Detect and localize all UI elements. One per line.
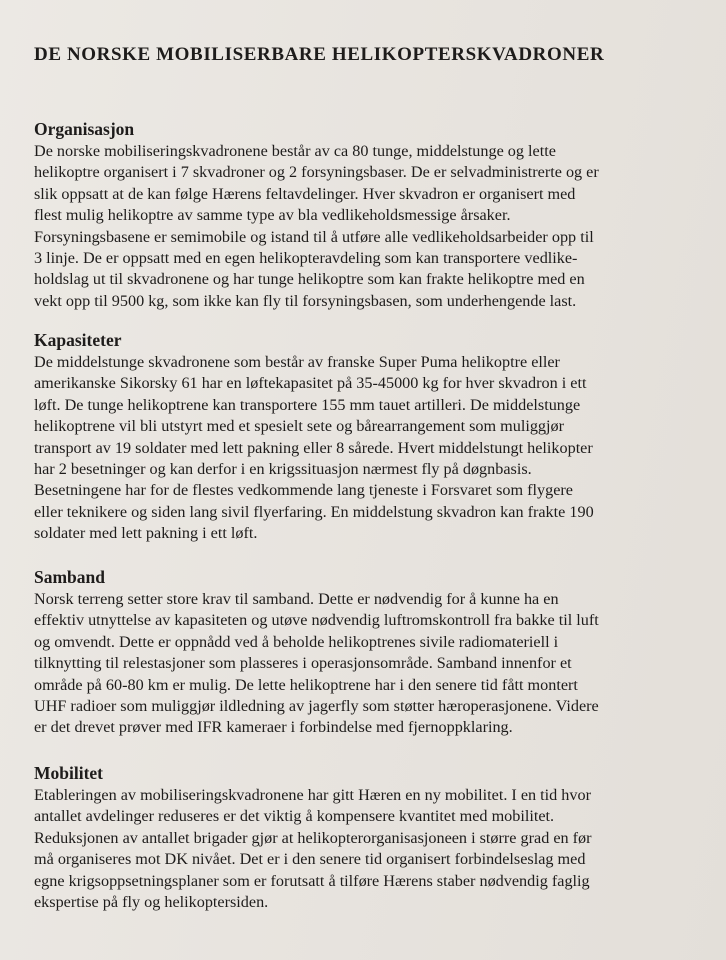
text-line: ekspertise på fly og helikoptersiden.	[34, 893, 269, 912]
text-line: Etableringen av mobiliseringskvadronene har gitt Hæren en ny mobilitet. I en tid hvor	[34, 786, 591, 804]
text-line: De middelstunge skvadronene som består av franske Super Puma helikoptre eller	[34, 353, 560, 371]
text-line: eller teknikere og siden lang sivil flyerfaring. En middelstung skvadron kan frakte 190	[34, 502, 594, 521]
section-paragraph	[34, 589, 706, 739]
text-line: Besetningene har for de flestes vedkommende lang tjeneste i Forsvaret som flygere	[34, 481, 573, 500]
section-heading: Mobilitet	[34, 763, 104, 783]
text-line: og omvendt. Dette er oppnådd ved å beholde helikoptrenes sivile radiomateriell i	[34, 632, 559, 651]
text-line: De norske mobiliseringskvadronene består av ca 80 tunge, middelstunge og lette	[34, 142, 556, 160]
section-heading: Organisasjon	[34, 119, 135, 139]
text-line: løft. De tunge helikoptrene kan transportere 155 mm tauet artilleri. De middelstunge	[34, 395, 581, 414]
text-line: må organiseres mot DK nivået. Det er i den senere tid organisert forbindelseslag med	[34, 850, 586, 869]
text-line: Forsyningsbasene er semimobile og istand til å utføre alle vedlikeholdsarbeider opp til	[34, 227, 594, 246]
text-line: holdslag ut til skvadronene og har tunge helikoptre som kan frakte helikoptre med en	[34, 270, 585, 289]
text-line: slik oppsatt at de kan følge Hærens feltavdelinger. Hver skvadron er organisert med	[34, 184, 576, 203]
text-line: Reduksjonen av antallet brigader gjør at helikopterorganisasjoneen i større grad en før	[34, 828, 592, 847]
text-line: Norsk terreng setter store krav til samband. Dette er nødvendig for å kunne ha en	[34, 590, 559, 608]
text-line: område på 60-80 km er mulig. De lette helikoptrene har i den senere tid fått montert	[34, 675, 578, 694]
section-paragraph	[34, 785, 706, 913]
text-line: 3 linje. De er oppsatt med en egen helikopteravdeling som kan transportere vedlike-	[34, 249, 578, 268]
text-line: er det drevet prøver med IFR kameraer i forbindelse med fjernoppklaring.	[34, 718, 513, 737]
text-line: tilknytting til relestasjoner som plasseres i operasjonsområde. Samband innenfor et	[34, 654, 572, 673]
text-line: egne krigsoppsetningsplaner som er forutsatt å tilføre Hærens staber nødvendig faglig	[34, 871, 590, 890]
section-organisasjon	[34, 119, 706, 312]
text-line: flest mulig helikoptre av samme type av bla vedlikeholdsmessige årsaker.	[34, 206, 511, 225]
section-heading: Samband	[34, 567, 106, 587]
text-line: transport av 19 soldater med lett pakning eller 8 sårede. Hvert middelstungt helikopter	[34, 438, 593, 457]
section-samband	[34, 567, 706, 739]
text-line: helikoptre organisert i 7 skvadroner og 2 forsyningsbaser. De er selvadministrerte og er	[34, 163, 599, 182]
text-line: soldater med lett pakning i ett løft.	[34, 524, 258, 543]
text-line: vekt opp til 9500 kg, som ikke kan fly til forsyningsbasen, som underhengende last.	[34, 291, 577, 310]
section-kapasiteter	[34, 330, 706, 545]
text-line: UHF radioer som muliggjør ildledning av jagerfly som støtter hæroperasjonene. Videre	[34, 697, 599, 716]
text-line: amerikanske Sikorsky 61 har en løftekapasitet på 35-45000 kg for hver skvadron i ett	[34, 374, 587, 393]
section-mobilitet	[34, 763, 706, 913]
text-line: har 2 besetninger og kan derfor i en krigssituasjon nærmest fly på døgnbasis.	[34, 460, 532, 479]
section-paragraph	[34, 141, 706, 312]
section-paragraph	[34, 352, 706, 545]
section-heading: Kapasiteter	[34, 330, 122, 350]
text-line: effektiv utnyttelse av kapasiteten og utøve nødvendig luftromskontroll fra bakke til luft	[34, 611, 599, 630]
text-line: antallet avdelinger reduseres er det viktig å kompensere kvantitet med mobilitet.	[34, 807, 555, 826]
text-line: helikoptrene vil bli utstyrt med et spesielt sete og bårearrangement som muliggjør	[34, 417, 565, 436]
document-title: DE NORSKE MOBILISERBARE HELIKOPTERSKVADRONER	[34, 44, 605, 65]
